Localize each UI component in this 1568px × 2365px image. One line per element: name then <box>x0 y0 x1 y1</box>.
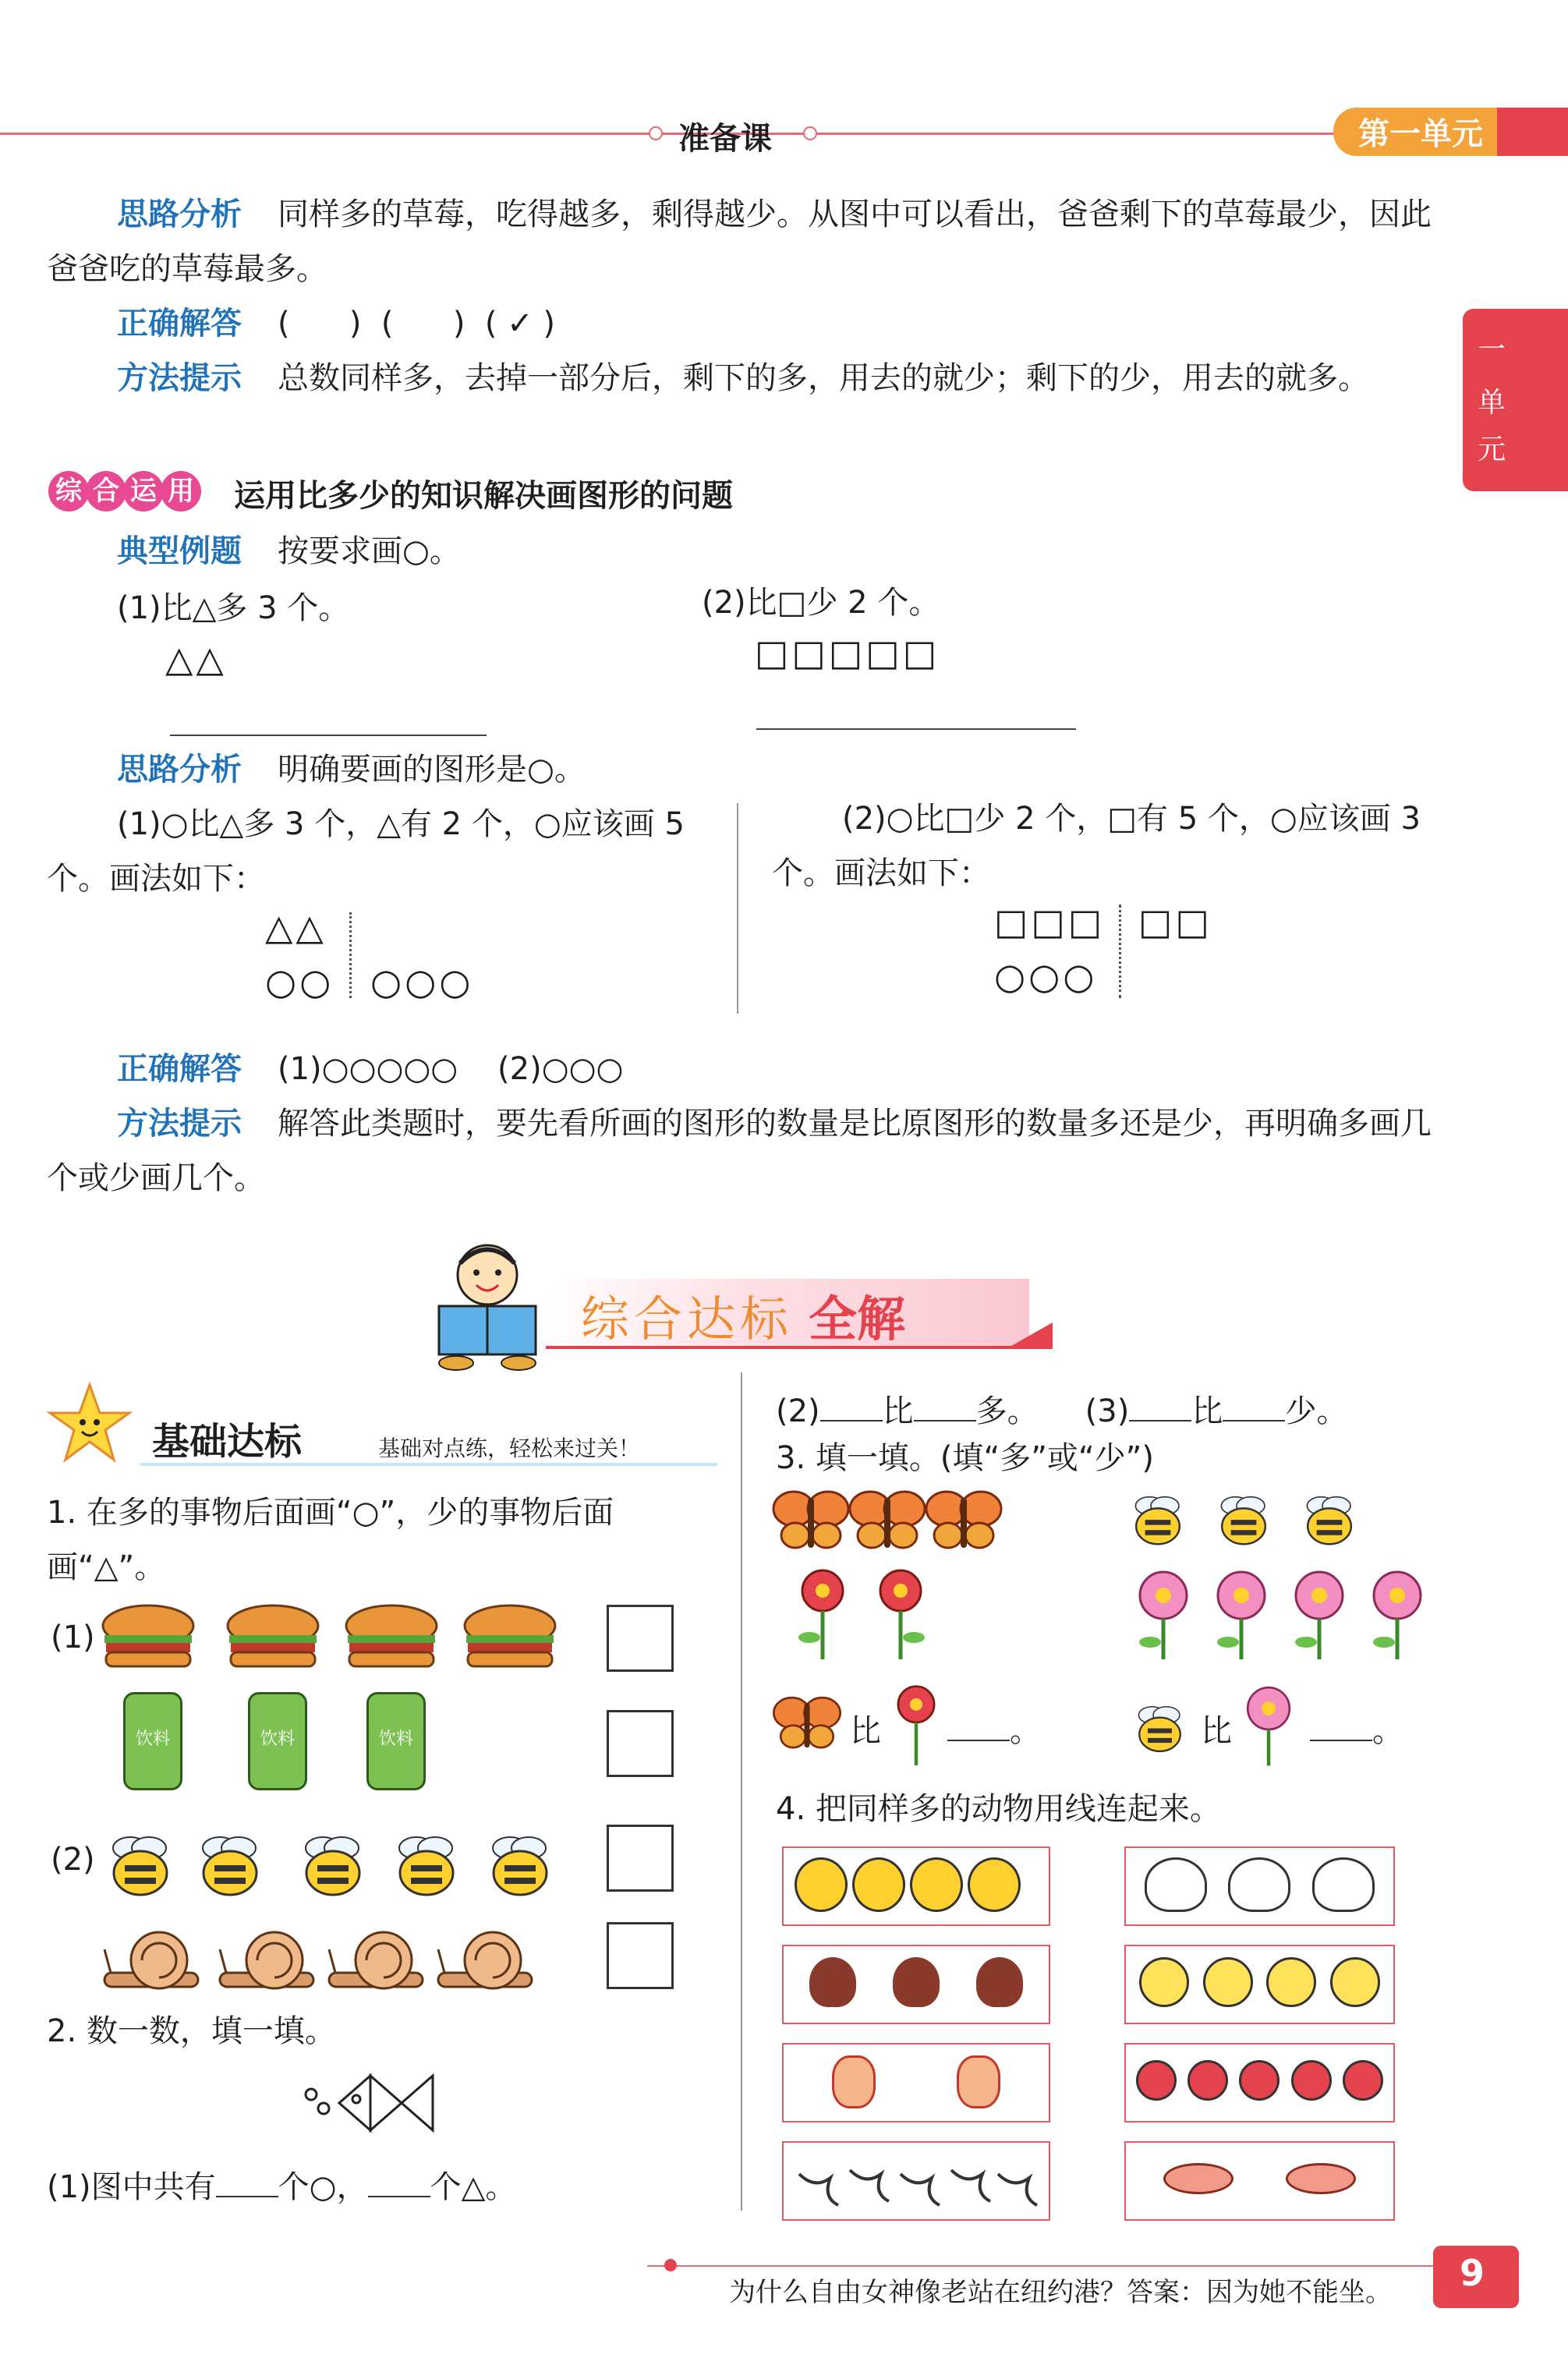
example-analysis-text: 明确要画的图形是○。 <box>278 752 586 788</box>
side-tab-char-3: 元 <box>1478 434 1506 466</box>
butterfly-icon <box>772 1485 850 1556</box>
header-dot-right <box>803 126 817 140</box>
a1-row1: △△ <box>265 906 327 948</box>
example-line <box>117 524 461 579</box>
chick-icon <box>1139 1957 1189 2007</box>
side-tab-char-2: 单 <box>1478 387 1506 419</box>
ant-icon <box>893 1957 940 2007</box>
panel-ants[interactable] <box>782 1945 1050 2024</box>
center-divider <box>741 1372 742 2211</box>
q3-answer-1 <box>947 1704 1041 1758</box>
footer-riddle: 为什么自由女神像老站在纽约港？答案：因为她不能坐。 <box>729 2277 1392 2308</box>
can-label: 饮料 <box>135 1729 170 1749</box>
panel-geese[interactable] <box>1124 1846 1395 1926</box>
unit-tab-label: 第一单元 <box>1358 116 1483 152</box>
answer-box-burgers[interactable] <box>607 1605 674 1672</box>
q2-sub2-b: 比 <box>882 1393 914 1429</box>
bee-icon <box>968 1857 1021 1912</box>
butterfly-icon <box>772 1692 842 1754</box>
birds-icon <box>784 2143 1049 2219</box>
a2-row2: ○○○ <box>994 955 1098 997</box>
section-badge <box>48 471 201 512</box>
example-answer-text: (1)○○○○○ (2)○○○ <box>278 1051 624 1087</box>
a1-row2a: ○○ <box>265 961 334 1003</box>
a2-text: (2)○比□少 2 个，□有 5 个，○应该画 3 个。画法如下： <box>772 801 1421 891</box>
q1-p2-label: (2) <box>51 1842 95 1878</box>
badge-char-2: 合 <box>86 471 126 512</box>
answer-box-snails[interactable] <box>607 1922 674 1989</box>
a1-row2b: ○○○ <box>370 961 474 1003</box>
burger-icon <box>462 1602 559 1673</box>
q1-text: 1. 在多的事物后面画“○”，少的事物后面画“△”。 <box>47 1495 614 1585</box>
q2-sub2-blank1[interactable] <box>820 1393 883 1421</box>
q2-sub2-c: 多。 <box>975 1393 1039 1429</box>
answer-label: 正确解答 <box>117 306 242 342</box>
drink-can-icon <box>123 1692 182 1790</box>
ladybug-icon <box>1291 2060 1332 2101</box>
q3-blank-2[interactable] <box>1310 1713 1372 1741</box>
q2-sub1-c: 个△。 <box>430 2169 517 2205</box>
banner-text: 综合达标 <box>581 1290 794 1347</box>
ladybug-icon <box>1239 2060 1280 2101</box>
example-label: 典型例题 <box>117 533 242 569</box>
butterfly-icon <box>848 1485 926 1556</box>
header-dot-left <box>649 126 663 140</box>
pink-flower-icon <box>1127 1567 1201 1661</box>
badge-char-3: 运 <box>123 471 164 512</box>
q2-sub1-b: 个○， <box>278 2169 368 2205</box>
bee-icon <box>910 1857 963 1912</box>
burger-icon <box>100 1602 197 1673</box>
bee-icon <box>1209 1485 1279 1552</box>
panel-ladybugs[interactable] <box>1124 2043 1395 2122</box>
chick-icon <box>1266 1957 1316 2007</box>
example-q2: (2)比□少 2 个。 <box>702 585 940 621</box>
bee-icon <box>477 1825 563 1903</box>
drink-can-icon <box>248 1692 307 1790</box>
panel-butterflies[interactable] <box>782 2043 1050 2122</box>
unit-tab-red <box>1497 108 1568 156</box>
q2-sub1 <box>47 2160 516 2215</box>
ant-icon <box>809 1957 856 2007</box>
q4-text: 4. 把同样多的动物用线连起来。 <box>776 1791 1221 1827</box>
q2-blank-circles[interactable] <box>216 2169 278 2197</box>
drink-can-icon <box>366 1692 426 1790</box>
butterfly-icon <box>832 2055 876 2108</box>
a2-divider <box>1119 905 1121 998</box>
q2-sub2-blank2[interactable] <box>914 1393 976 1421</box>
example-q2-shapes: □□□□□ <box>755 632 940 674</box>
ladybug-icon <box>1188 2060 1228 2101</box>
q3-text: 3. 填一填。(填“多”或“少”) <box>776 1440 1154 1476</box>
q3-bi-2: 比 <box>1201 1713 1232 1749</box>
ladybug-icon <box>1343 2060 1383 2101</box>
q2-sub2-a: (2) <box>776 1393 820 1429</box>
page-number: 9 <box>1460 2252 1485 2294</box>
answer-para <box>47 296 1435 351</box>
goose-icon <box>1228 1857 1290 1912</box>
pink-flower-icon <box>1236 1680 1302 1770</box>
reading-kid-icon <box>425 1240 550 1372</box>
red-flower-icon <box>788 1567 858 1661</box>
q2-sub3-a: (3) <box>1085 1393 1130 1429</box>
q2-blank-triangles[interactable] <box>368 2169 430 2197</box>
panel-chicks[interactable] <box>1124 1945 1395 2024</box>
goose-icon <box>1145 1857 1207 1912</box>
bee-icon <box>795 1857 848 1912</box>
side-tab-char-1: 一 <box>1478 334 1506 366</box>
example-answer-label: 正确解答 <box>117 1051 242 1087</box>
can-label: 饮料 <box>378 1729 413 1749</box>
panel-bees[interactable] <box>782 1846 1050 1926</box>
analysis-para <box>47 187 1435 296</box>
chick-icon <box>1203 1957 1253 2007</box>
basic-subtitle: 基础对点练，轻松来过关！ <box>378 1436 641 1461</box>
example-analysis-label: 思路分析 <box>117 752 242 788</box>
q3-end-2: 。 <box>1372 1713 1403 1749</box>
badge-char-1: 综 <box>48 471 89 512</box>
section-title: 运用比多少的知识解决画图形的问题 <box>234 478 733 514</box>
bee-icon <box>97 1825 183 1903</box>
q2-sub3-blank1[interactable] <box>1129 1393 1191 1421</box>
q1-answer-line <box>170 735 487 736</box>
snail-icon <box>435 1924 536 1995</box>
footer-dot <box>664 2259 677 2271</box>
header-lesson: 准备课 <box>678 121 772 157</box>
bee-icon <box>384 1825 469 1903</box>
pink-flower-icon <box>1361 1567 1435 1661</box>
banner-title <box>581 1280 905 1350</box>
snail-icon <box>101 1924 203 1995</box>
banner-bold: 全解 <box>809 1290 906 1347</box>
bee-icon <box>1123 1485 1193 1552</box>
tip-label: 方法提示 <box>117 360 242 396</box>
analysis-label: 思路分析 <box>117 196 242 232</box>
basic-title-underline <box>140 1463 717 1466</box>
a1-text: (1)○比△多 3 个，△有 2 个，○应该画 5 个。画法如下： <box>47 806 685 897</box>
example-tip-text: 解答此类题时，要先看所画的图形的数量是比原图形的数量多还是少，再明确多画几个或少画几个。 <box>47 1106 1432 1196</box>
goose-icon <box>1312 1857 1375 1912</box>
snail-icon <box>217 1924 318 1995</box>
tip-para <box>47 351 1435 405</box>
snail-icon <box>326 1924 427 1995</box>
q3-answer-2 <box>1310 1704 1403 1758</box>
a2-row1b: □□ <box>1138 901 1212 943</box>
panel-dragonflies[interactable] <box>1124 2141 1395 2221</box>
example-text: 按要求画○。 <box>278 533 461 569</box>
tip-text: 总数同样多，去掉一部分后，剩下的多，用去的就少；剩下的少，用去的就多。 <box>278 360 1369 396</box>
example-q1-shapes: △△ <box>165 638 227 680</box>
a2-row1a: □□□ <box>994 901 1106 943</box>
header-line <box>0 133 1341 135</box>
basic-title: 基础达标 <box>152 1420 303 1464</box>
butterfly-icon <box>925 1485 1003 1556</box>
column-divider <box>737 803 738 1014</box>
q2-sub1-a: (1)图中共有 <box>47 2169 216 2205</box>
answer-box-bees[interactable] <box>607 1825 674 1892</box>
dragonfly-icon <box>1163 2163 1234 2194</box>
analysis-text: 同样多的草莓，吃得越多，剩得越少。从图中可以看出，爸爸剩下的草莓最少，因此爸爸吃的草莓最多。 <box>47 196 1432 287</box>
ant-icon <box>976 1957 1023 2007</box>
q3-blank-1[interactable] <box>947 1713 1010 1741</box>
example-answer-line <box>117 1042 623 1096</box>
star-icon <box>47 1380 133 1466</box>
example-analysis-line <box>117 742 586 797</box>
red-flower-icon <box>865 1567 936 1661</box>
banner-arrow <box>1006 1322 1053 1349</box>
answer-box-cans[interactable] <box>607 1710 674 1777</box>
q2-answer-line <box>756 728 1076 730</box>
bee-icon <box>852 1857 905 1912</box>
dragonfly-icon <box>1286 2163 1356 2194</box>
footer-line <box>647 2265 1458 2267</box>
bee-icon <box>1294 1485 1364 1552</box>
ladybug-icon <box>1136 2060 1177 2101</box>
badge-char-4: 用 <box>161 471 201 512</box>
bee-icon <box>187 1825 273 1903</box>
a1-divider <box>349 912 352 998</box>
burger-icon <box>343 1602 441 1673</box>
pink-flower-icon <box>1283 1567 1357 1661</box>
answer-text: ( ) ( ) ( ✓ ) <box>278 306 556 342</box>
example-tip-label: 方法提示 <box>117 1106 242 1142</box>
q2-sub3-blank2[interactable] <box>1223 1393 1285 1421</box>
q2-sub3-c: 少。 <box>1285 1393 1348 1429</box>
chick-icon <box>1330 1957 1380 2007</box>
red-flower-icon <box>885 1680 947 1770</box>
butterfly-icon <box>957 2055 1000 2108</box>
q3-bi-1: 比 <box>850 1713 881 1749</box>
panel-birds[interactable] <box>782 2141 1050 2221</box>
burger-icon <box>225 1602 322 1673</box>
q2-sub3-b: 比 <box>1191 1393 1223 1429</box>
q3-end-1: 。 <box>1010 1713 1041 1749</box>
pink-flower-icon <box>1205 1567 1279 1661</box>
q2-text: 2. 数一数，填一填。 <box>47 2013 336 2049</box>
example-tip-para <box>47 1096 1435 1206</box>
q1-p1-label: (1) <box>51 1620 95 1655</box>
bee-icon <box>290 1825 376 1903</box>
can-label: 饮料 <box>260 1729 295 1749</box>
example-q1: (1)比△多 3 个。 <box>117 590 350 626</box>
bee-icon <box>1127 1696 1193 1758</box>
fish-shape-figure <box>300 2068 441 2138</box>
